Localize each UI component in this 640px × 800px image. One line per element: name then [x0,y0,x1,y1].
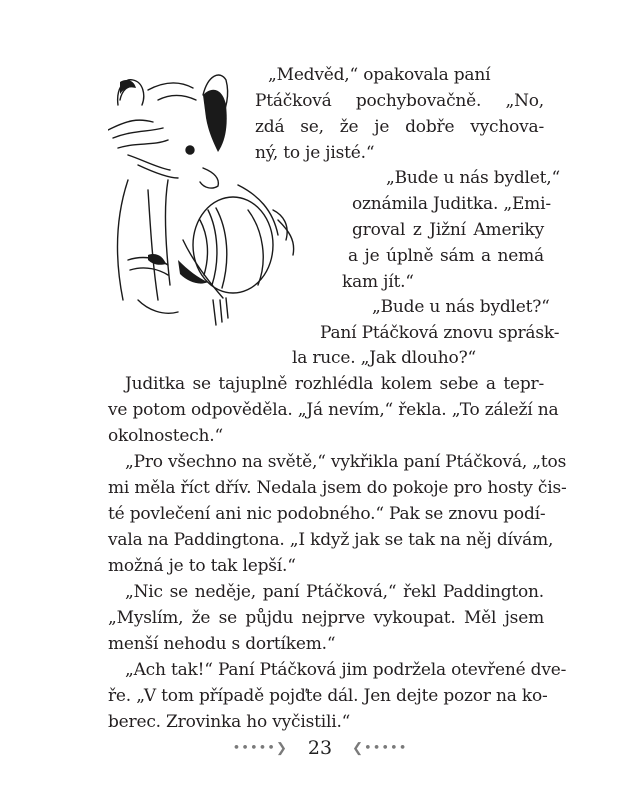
text-line: zdá se, že je dobře vychova- [255,117,544,137]
page-number: 23 [307,737,333,759]
ornament-right-icon: ❮••••• [352,740,408,756]
text-line: „Pro všechno na světě,“ vykřikla paní Ptáčková, „tos [125,452,567,472]
text-line: „Bude u nás bydlet?“ [372,297,550,317]
text-line: Juditka se tajuplně rozhlédla kolem sebe a tepr- [125,374,544,394]
text-line: té povlečení ani nic podobného.“ Pak se znovu podí- [108,504,546,524]
text-line: možná je to tak lepší.“ [108,556,296,576]
text-line: groval z Jižní Ameriky [352,220,544,240]
ornament-left-icon: •••••❯ [232,740,288,756]
text-line: a je úplně sám a nemá [348,246,544,266]
page-footer [0,736,640,759]
text-line: „Ach tak!“ Paní Ptáčková jim podržela otevřené dve- [125,660,567,680]
text-line: menší nehodu s dortíkem.“ [108,634,336,654]
text-line: „Bude u nás bydlet,“ [386,168,560,188]
text-line: „Medvěd,“ opakovala paní [268,65,491,85]
text-line: okolnostech.“ [108,426,223,446]
text-line: ný, to je jisté.“ [255,143,375,163]
text-line: mi měla říct dřív. Nedala jsem do pokoje pro hosty čis- [108,478,567,498]
text-line: la ruce. „Jak dlouho?“ [292,348,476,368]
text-line: ve potom odpověděla. „Já nevím,“ řekla. „To záleží na [108,400,559,420]
text-line: berec. Zrovinka ho vyčistili.“ [108,712,351,732]
text-line: ře. „V tom případě pojďte dál. Jen dejte pozor na ko- [108,686,548,706]
text-line: Paní Ptáčková znovu sprásk- [320,323,560,343]
text-line: oznámila Juditka. „Emi- [352,194,551,214]
text-line: Ptáčková pochybovačně. „No, [255,91,544,111]
text-line: „Myslím, že se půjdu nejprve vykoupat. Měl jsem [108,608,544,628]
text-line: vala na Paddingtona. „I když jak se tak na něj dívám, [108,530,554,550]
text-line: kam jít.“ [342,272,414,292]
text-line: „Nic se neděje, paní Ptáčková,“ řekl Paddington. [125,582,544,602]
